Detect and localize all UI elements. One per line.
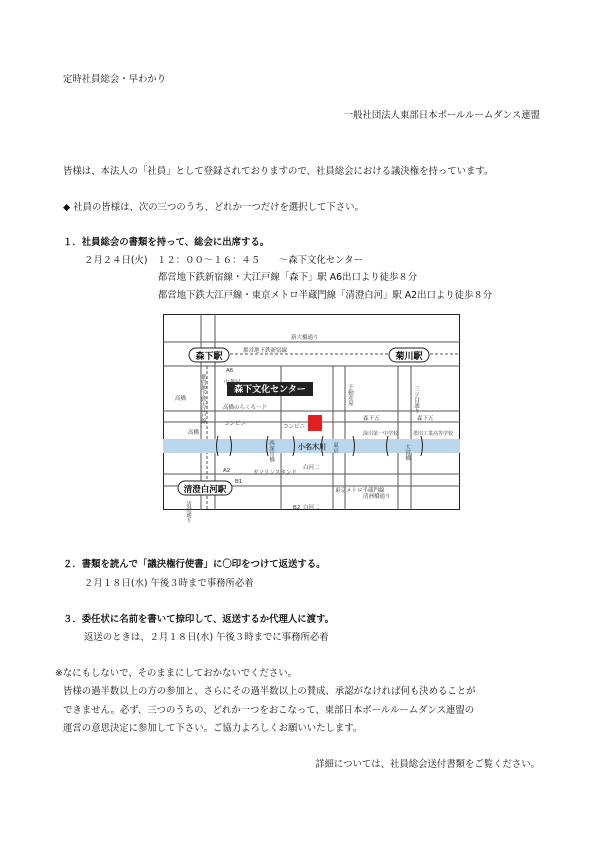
bridge-nishifukagawa: 西深川橋 bbox=[268, 440, 274, 462]
place-takabashi: 高橋 bbox=[175, 396, 187, 402]
svg-text:菊川駅: 菊川駅 bbox=[395, 352, 423, 362]
road-kiyosu: 清洲橋通り bbox=[363, 494, 391, 500]
place-shirakawa2-a: 白河二 bbox=[303, 465, 320, 471]
station-morishita bbox=[189, 348, 229, 362]
exit-b1: B1 bbox=[235, 479, 243, 485]
place-fudosan: 不動産屋 bbox=[347, 384, 353, 406]
warning-heading: ※なにもしないで、そのままにしておかないでください。 bbox=[55, 668, 298, 679]
line-oedo: 都営地下鉄大江戸線 bbox=[200, 374, 206, 424]
warning-line-4: 運営の意思決定に参加して下さい。ご協力よろしくお願いいたします。 bbox=[63, 723, 363, 734]
option2-heading: ２．書類を読んで「議決権行使書」に〇印をつけて返送する。 bbox=[63, 559, 326, 570]
option2-note: ２月１８日(水) 午後３時まで事務所必着 bbox=[84, 578, 254, 589]
warning-line-2: 皆様の過半数以上の方の参加と、さらにその過半数以上の賛成、承認がなければ何も決めることが bbox=[63, 686, 476, 697]
option1-access-2: 都営地下鉄大江戸線・東京メトロ半蔵門線「清澄白河」駅 A2出口より徒歩８分 bbox=[158, 290, 493, 301]
place-chuka: 中華屋 bbox=[224, 380, 241, 386]
doc-title: 定時社員総会・早わかり bbox=[63, 74, 167, 85]
road-mitsume: 三ツ目通り bbox=[413, 386, 419, 414]
org-name: 一般社団法人東部日本ボールルームダンス連盟 bbox=[343, 110, 540, 121]
line-shinjuku: 都営地下鉄新宿線 bbox=[243, 348, 288, 354]
road-shin-ohashi: 新大橋通り bbox=[291, 335, 319, 341]
intro-text: 皆様は、本法人の「社員」として登録されておりますので、社員総会における議決権を持っています。 bbox=[63, 166, 494, 177]
warning-line-3: できません。必ず、三つのうちの、どれか一つをおこなって、東部日本ボールルームダンス連盟の bbox=[63, 705, 475, 716]
place-morishita5-a: 森下五 bbox=[363, 416, 380, 422]
road-norakuro: 高橋のらくろ～ド bbox=[223, 405, 268, 411]
svg-text:清澄白河駅: 清澄白河駅 bbox=[183, 485, 227, 495]
place-konbini-2: コンビニ bbox=[283, 424, 306, 430]
exit-b2: B2 bbox=[293, 505, 301, 511]
place-sumida-hs: 墨田工業高等学校 bbox=[413, 431, 454, 437]
bridge-otomi: 大富橋 bbox=[404, 444, 410, 461]
station-kikukawa bbox=[389, 348, 429, 362]
center-label: 森下文化センター bbox=[234, 385, 306, 395]
station-kiyosumi-shirakawa bbox=[178, 481, 232, 495]
road-tokyo: 東京 bbox=[332, 442, 338, 453]
place-gas-station: ガソリンスタンド bbox=[253, 470, 297, 476]
place-takabashi-2: 高橋 bbox=[188, 430, 200, 436]
road-kiyosumi: 清澄通り bbox=[185, 501, 191, 523]
option3-note: 返送のときは、２月１８日(水) 午後３時までに事務所必着 bbox=[84, 632, 329, 643]
place-morishita5-b: 森下五 bbox=[417, 416, 434, 422]
option1-access-1: 都営地下鉄新宿線・大江戸線「森下」駅 A6出口より徒歩８分 bbox=[158, 272, 418, 283]
option3-heading: ３．委任状に名前を書いて捺印して、返送するか代理人に渡す。 bbox=[63, 614, 334, 625]
option1-heading: １．社員総会の書類を持って、総会に出席する。 bbox=[63, 237, 270, 248]
choose-instruction: ◆ 社員の皆様は、次の三つのうち、どれか一つだけを選択して下さい。 bbox=[63, 202, 364, 213]
line-hanzomon: 東京メトロ半蔵門線 bbox=[335, 488, 385, 494]
exit-a2: A2 bbox=[223, 468, 231, 474]
svg-text:森下駅: 森下駅 bbox=[195, 352, 223, 362]
place-shirakawa2-b: 白河二 bbox=[303, 505, 320, 511]
center-marker bbox=[308, 415, 322, 431]
place-school: 深川第一中学校 bbox=[363, 431, 399, 437]
river-name: 小名木川 bbox=[298, 443, 326, 451]
access-map bbox=[163, 314, 460, 523]
exit-a6: A6 bbox=[226, 368, 234, 374]
footer-note: 詳細については、社員総会送付書類をご覧ください。 bbox=[315, 759, 540, 770]
option1-date: ２月２４日(火) １２：００～１６：４５ ～森下文化センター bbox=[84, 255, 363, 266]
place-konbini-1: コンビニ bbox=[224, 421, 247, 427]
